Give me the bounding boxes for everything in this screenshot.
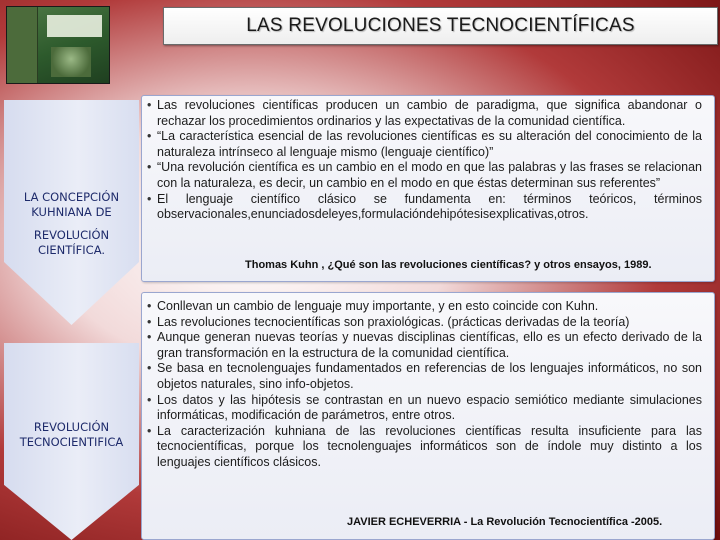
section1-label-line: REVOLUCIÓN bbox=[33, 228, 110, 242]
bullet-item: • Aunque generan nuevas teorías y nuevas disciplinas científicas, ello es un efecto derivado de la gran transformación en la estructura de la comunidad científica. bbox=[142, 330, 702, 361]
section1-label-line: LA CONCEPCIÓN bbox=[23, 190, 120, 204]
book-spine bbox=[7, 7, 38, 83]
bullet-item: • El lenguaje científico clásico se fundamenta en: términos teóricos, términos observacionales,enunciadosdeleyes,formulacióndehipótesisexplicativas,otros. bbox=[142, 192, 702, 223]
section2-panel bbox=[141, 292, 715, 540]
book-cover-label bbox=[47, 15, 102, 37]
section2-reference: JAVIER ECHEVERRIA - La Revolución Tecnocientífica -2005. bbox=[347, 516, 663, 528]
section2-label-line: TECNOCIENTIFICA bbox=[19, 435, 124, 449]
page-title: LAS REVOLUCIONES TECNOCIENTÍFICAS bbox=[246, 15, 635, 36]
section2-label bbox=[4, 420, 139, 450]
title-box bbox=[163, 7, 718, 45]
section2-bullet-list bbox=[142, 299, 714, 471]
book-cover-art bbox=[51, 47, 91, 77]
section1-reference: Thomas Kuhn , ¿Qué son las revoluciones científicas? y otros ensayos, 1989. bbox=[245, 259, 652, 271]
bullet-item: • “Una revolución científica es un cambio en el modo en que las palabras y las frases se relacionan con la naturaleza, es decir, un cambio en el modo en que éstas determinan sus referentes” bbox=[142, 160, 702, 191]
section1-label-line: KUHNIANA DE bbox=[31, 205, 112, 219]
section1-bullet-list bbox=[142, 98, 714, 223]
bullet-item: • “La característica esencial de las revoluciones científicas es su alteración del conocimiento de la naturaleza intrínseco al lenguaje mismo (lenguaje científico)” bbox=[142, 129, 702, 160]
bullet-item: • Las revoluciones tecnocientíficas son praxiológicas. (prácticas derivadas de la teoría) bbox=[142, 315, 702, 331]
section1-label bbox=[4, 190, 139, 258]
bullet-item: • Conllevan un cambio de lenguaje muy importante, y en esto coincide con Kuhn. bbox=[142, 299, 702, 315]
bullet-item: • Las revoluciones científicas producen un cambio de paradigma, que significa abandonar o rechazar los procedimientos ordinarios y las expectativas de la comunidad científica. bbox=[142, 98, 702, 129]
bullet-item: • Se basa en tecnolenguajes fundamentados en referencias de los lenguajes informáticos, no son objetos naturales, sino info-objetos. bbox=[142, 361, 702, 392]
bullet-item: • Los datos y las hipótesis se contrastan en un nuevo espacio semiótico mediante simulaciones informáticas, modificación de parámetros, entre otros. bbox=[142, 393, 702, 424]
section2-label-line: REVOLUCIÓN bbox=[33, 420, 110, 434]
section1-panel bbox=[141, 95, 715, 282]
section1-label-line: CIENTÍFICA. bbox=[37, 243, 106, 257]
bullet-item: • La caracterización kuhniana de las revoluciones científicas resulta insuficiente para las tecnocientíficas, porque los tecnolenguajes informáticos son de índole muy distinto a los lenguajes científicos clásicos. bbox=[142, 424, 702, 471]
book-cover-image bbox=[6, 6, 110, 84]
